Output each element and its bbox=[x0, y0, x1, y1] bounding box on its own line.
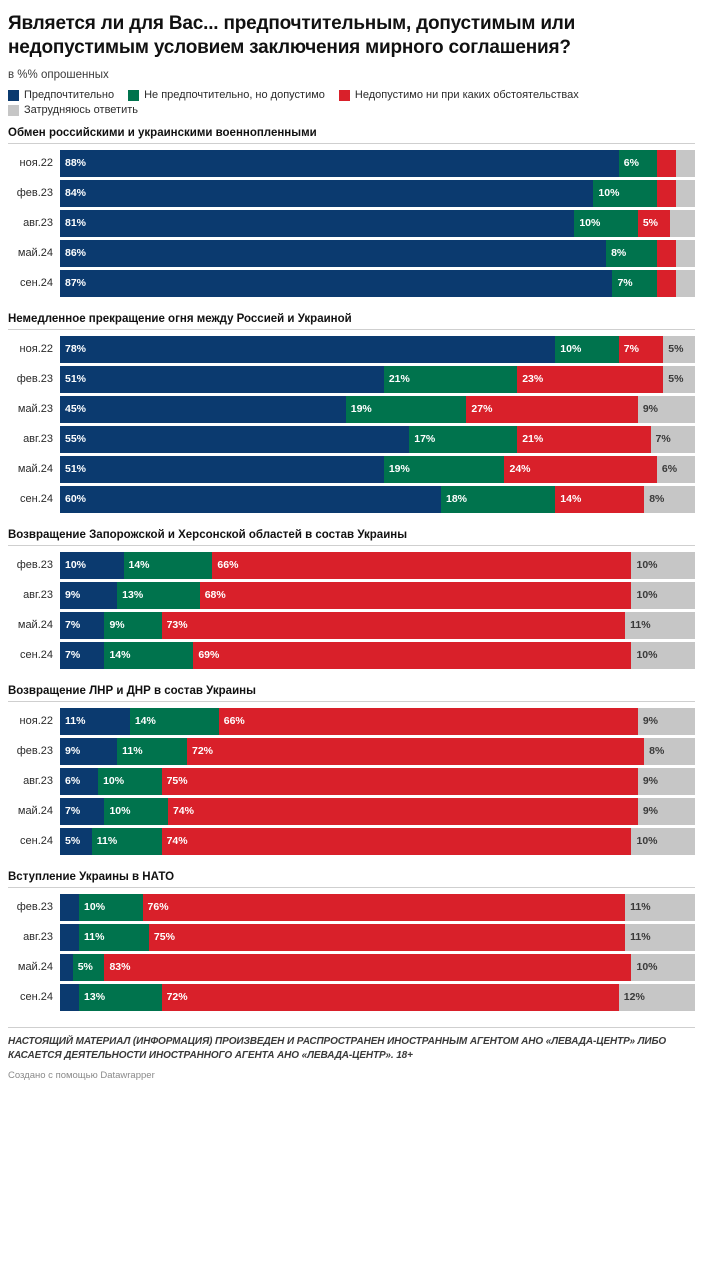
stacked-bar bbox=[60, 180, 695, 207]
chart-group-title: Немедленное прекращение огня между Россией и Украиной bbox=[8, 313, 695, 330]
bar-segment[interactable] bbox=[441, 486, 555, 513]
legend-item-label: Предпочтительно bbox=[24, 88, 115, 101]
bar-segment[interactable] bbox=[124, 552, 213, 579]
bar-segment[interactable] bbox=[60, 738, 117, 765]
bar-segment-value: 18% bbox=[446, 493, 468, 506]
bar-segment[interactable] bbox=[657, 456, 695, 483]
bar-segment-value: 68% bbox=[204, 589, 226, 602]
bar-segment-value: 76% bbox=[147, 901, 169, 914]
bar-segment[interactable] bbox=[60, 396, 346, 423]
bar-segment[interactable] bbox=[670, 210, 695, 237]
bar-segment[interactable] bbox=[638, 798, 695, 825]
bar-segment[interactable] bbox=[60, 798, 104, 825]
chart-row-label: сен.24 bbox=[20, 493, 53, 506]
legend-item-label: Недопустимо ни при каких обстоятельствах bbox=[354, 88, 579, 101]
bar-segment[interactable] bbox=[162, 612, 626, 639]
bar-segment[interactable] bbox=[517, 366, 663, 393]
bar-segment[interactable] bbox=[60, 954, 73, 981]
bar-segment-value: 23% bbox=[522, 373, 544, 386]
bar-segment[interactable] bbox=[130, 708, 219, 735]
chart-row bbox=[8, 984, 695, 1011]
bar-segment[interactable] bbox=[60, 828, 92, 855]
chart-row bbox=[8, 642, 695, 669]
chart-row-label: сен.24 bbox=[20, 991, 53, 1004]
bar-segment-value: 84% bbox=[65, 187, 87, 200]
bar-segment[interactable] bbox=[60, 486, 441, 513]
chart-row bbox=[8, 366, 695, 393]
chart-row bbox=[8, 270, 695, 297]
bar-segment[interactable] bbox=[625, 612, 695, 639]
bar-segment[interactable] bbox=[657, 150, 676, 177]
chart-row-label: май.24 bbox=[17, 805, 53, 818]
bar-segment-value: 10% bbox=[84, 901, 106, 914]
bar-segment-value: 10% bbox=[636, 835, 658, 848]
bar-segment-value: 11% bbox=[65, 715, 86, 728]
bar-segment[interactable] bbox=[606, 240, 657, 267]
chart-row-label: фев.23 bbox=[16, 901, 53, 914]
legend-item[interactable] bbox=[8, 90, 114, 101]
chart-row bbox=[8, 486, 695, 513]
stacked-bar bbox=[60, 552, 695, 579]
stacked-bar bbox=[60, 798, 695, 825]
chart-groups bbox=[8, 127, 695, 1011]
bar-segment[interactable] bbox=[162, 984, 619, 1011]
stacked-bar bbox=[60, 612, 695, 639]
chart-row-label: май.24 bbox=[17, 463, 53, 476]
bar-segment-value: 74% bbox=[166, 835, 188, 848]
bar-segment-value: 11% bbox=[630, 931, 651, 944]
bar-segment-value: 66% bbox=[223, 715, 245, 728]
bar-segment-value: 13% bbox=[122, 589, 144, 602]
bar-segment-value: 14% bbox=[109, 649, 131, 662]
chart-row-label: авг.23 bbox=[23, 775, 53, 788]
bar-segment-value: 75% bbox=[153, 931, 175, 944]
stacked-bar bbox=[60, 336, 695, 363]
bar-segment-value: 6% bbox=[65, 775, 81, 788]
bar-segment[interactable] bbox=[193, 642, 631, 669]
bar-segment-value: 11% bbox=[96, 835, 118, 848]
chart-group-title: Возвращение ЛНР и ДНР в состав Украины bbox=[8, 685, 695, 702]
stacked-bar bbox=[60, 984, 695, 1011]
bar-segment[interactable] bbox=[162, 828, 632, 855]
datawrapper-credit: Создано с помощью Datawrapper bbox=[8, 1070, 155, 1081]
stacked-bar bbox=[60, 954, 695, 981]
stacked-bar bbox=[60, 828, 695, 855]
bar-segment[interactable] bbox=[663, 336, 695, 363]
legend-swatch-icon bbox=[339, 90, 350, 101]
chart-row bbox=[8, 180, 695, 207]
bar-segment-value: 10% bbox=[636, 649, 658, 662]
chart-row-label: май.24 bbox=[17, 961, 53, 974]
bar-segment[interactable] bbox=[651, 426, 695, 453]
chart-row bbox=[8, 798, 695, 825]
bar-segment-value: 10% bbox=[65, 559, 87, 572]
bar-segment[interactable] bbox=[79, 984, 162, 1011]
bar-segment-value: 11% bbox=[122, 745, 143, 758]
bar-segment-value: 27% bbox=[471, 403, 493, 416]
chart-group bbox=[8, 127, 695, 297]
bar-segment[interactable] bbox=[60, 456, 384, 483]
bar-segment[interactable] bbox=[60, 150, 619, 177]
bar-segment[interactable] bbox=[60, 582, 117, 609]
bar-segment[interactable] bbox=[638, 708, 695, 735]
bar-segment-value: 14% bbox=[560, 493, 582, 506]
bar-segment[interactable] bbox=[619, 150, 657, 177]
chart-row-label: ноя.22 bbox=[19, 343, 53, 356]
stacked-bar bbox=[60, 150, 695, 177]
chart-row bbox=[8, 894, 695, 921]
chart-group-title: Вступление Украины в НАТО bbox=[8, 871, 695, 888]
bar-segment[interactable] bbox=[98, 768, 162, 795]
bar-segment[interactable] bbox=[60, 708, 130, 735]
bar-segment[interactable] bbox=[619, 336, 663, 363]
bar-segment[interactable] bbox=[60, 336, 555, 363]
legend-item-label: Затрудняюсь ответить bbox=[24, 103, 139, 116]
chart-row-label: авг.23 bbox=[23, 217, 53, 230]
bar-segment[interactable] bbox=[200, 582, 632, 609]
chart-row bbox=[8, 582, 695, 609]
bar-segment-value: 74% bbox=[172, 805, 194, 818]
stacked-bar bbox=[60, 456, 695, 483]
bar-segment-value: 11% bbox=[84, 931, 105, 944]
bar-segment-value: 11% bbox=[630, 619, 651, 632]
chart-row bbox=[8, 240, 695, 267]
bar-segment[interactable] bbox=[555, 336, 619, 363]
bar-segment[interactable] bbox=[149, 924, 625, 951]
bar-segment-value: 72% bbox=[166, 991, 188, 1004]
bar-segment-value: 7% bbox=[655, 433, 671, 446]
bar-segment[interactable] bbox=[657, 180, 676, 207]
bar-segment[interactable] bbox=[60, 984, 79, 1011]
stacked-bar bbox=[60, 210, 695, 237]
bar-segment[interactable] bbox=[619, 984, 695, 1011]
bar-segment[interactable] bbox=[162, 768, 638, 795]
chart-row bbox=[8, 150, 695, 177]
legend-item[interactable] bbox=[8, 105, 138, 116]
bar-segment[interactable] bbox=[384, 456, 505, 483]
bar-segment-value: 8% bbox=[649, 745, 665, 758]
bar-segment-value: 7% bbox=[617, 277, 633, 290]
chart-row bbox=[8, 552, 695, 579]
chart-row-label: фев.23 bbox=[16, 745, 53, 758]
bar-segment-value: 5% bbox=[642, 217, 659, 230]
bar-segment-value: 7% bbox=[623, 343, 639, 356]
bar-segment[interactable] bbox=[60, 552, 124, 579]
chart-row bbox=[8, 612, 695, 639]
stacked-bar bbox=[60, 240, 695, 267]
bar-segment[interactable] bbox=[60, 894, 79, 921]
chart-row-label: авг.23 bbox=[23, 931, 53, 944]
bar-segment[interactable] bbox=[60, 612, 104, 639]
chart-row bbox=[8, 924, 695, 951]
chart-row-label: ноя.22 bbox=[19, 157, 53, 170]
stacked-bar bbox=[60, 486, 695, 513]
bar-segment[interactable] bbox=[104, 954, 631, 981]
bar-segment[interactable] bbox=[384, 366, 517, 393]
bar-segment[interactable] bbox=[168, 798, 638, 825]
bar-segment-value: 21% bbox=[522, 433, 544, 446]
bar-segment-value: 9% bbox=[642, 715, 659, 728]
chart-row-label: фев.23 bbox=[16, 187, 53, 200]
chart-row-label: сен.24 bbox=[20, 277, 53, 290]
bar-segment-value: 88% bbox=[65, 157, 87, 170]
bar-segment[interactable] bbox=[631, 582, 695, 609]
bar-segment[interactable] bbox=[644, 738, 695, 765]
chart-row bbox=[8, 954, 695, 981]
bar-segment-value: 19% bbox=[350, 403, 372, 416]
bar-segment-value: 86% bbox=[65, 247, 87, 260]
bar-segment-value: 8% bbox=[611, 247, 627, 260]
bar-segment-value: 21% bbox=[388, 373, 410, 386]
chart-row bbox=[8, 768, 695, 795]
bar-segment[interactable] bbox=[60, 240, 606, 267]
bar-segment[interactable] bbox=[631, 552, 695, 579]
bar-segment-value: 13% bbox=[84, 991, 106, 1004]
chart-row bbox=[8, 828, 695, 855]
bar-segment-value: 5% bbox=[77, 961, 93, 974]
bar-segment-value: 10% bbox=[579, 217, 601, 230]
bar-segment[interactable] bbox=[73, 954, 105, 981]
bar-segment-value: 87% bbox=[65, 277, 87, 290]
bar-segment[interactable] bbox=[676, 270, 695, 297]
bar-segment-value: 9% bbox=[642, 775, 659, 788]
bar-segment-value: 24% bbox=[509, 463, 531, 476]
bar-segment-value: 14% bbox=[128, 559, 150, 572]
stacked-bar bbox=[60, 924, 695, 951]
bar-segment[interactable] bbox=[60, 270, 612, 297]
bar-segment[interactable] bbox=[60, 924, 79, 951]
bar-segment[interactable] bbox=[625, 894, 695, 921]
bar-segment[interactable] bbox=[60, 642, 104, 669]
bar-segment[interactable] bbox=[104, 798, 168, 825]
stacked-bar bbox=[60, 738, 695, 765]
chart-group bbox=[8, 529, 695, 669]
bar-segment-value: 9% bbox=[65, 745, 81, 758]
stacked-bar bbox=[60, 642, 695, 669]
bar-segment[interactable] bbox=[79, 894, 143, 921]
chart-group-title: Обмен российскими и украинскими военнопленными bbox=[8, 127, 695, 144]
bar-segment-value: 9% bbox=[109, 619, 125, 632]
chart-row-label: май.23 bbox=[17, 403, 53, 416]
bar-segment-value: 75% bbox=[166, 775, 188, 788]
bar-segment[interactable] bbox=[644, 486, 695, 513]
bar-segment-value: 10% bbox=[636, 559, 658, 572]
bar-segment[interactable] bbox=[504, 456, 656, 483]
chart-group bbox=[8, 313, 695, 513]
bar-segment-value: 73% bbox=[166, 619, 188, 632]
bar-segment-value: 78% bbox=[65, 343, 87, 356]
bar-segment-value: 10% bbox=[103, 775, 125, 788]
bar-segment-value: 60% bbox=[65, 493, 87, 506]
chart-group bbox=[8, 871, 695, 1011]
bar-segment-value: 10% bbox=[109, 805, 131, 818]
bar-segment[interactable] bbox=[593, 180, 657, 207]
bar-segment-value: 72% bbox=[191, 745, 213, 758]
bar-segment[interactable] bbox=[574, 210, 638, 237]
bar-segment-value: 8% bbox=[649, 493, 665, 506]
stacked-bar bbox=[60, 426, 695, 453]
bar-segment-value: 5% bbox=[65, 835, 81, 848]
bar-segment[interactable] bbox=[117, 738, 187, 765]
chart-legend bbox=[8, 90, 695, 116]
chart-row-label: фев.23 bbox=[16, 373, 53, 386]
legend-item-label: Не предпочтительно, но допустимо bbox=[144, 88, 325, 101]
bar-segment[interactable] bbox=[663, 366, 695, 393]
chart-row-label: авг.23 bbox=[23, 589, 53, 602]
legal-disclaimer: НАСТОЯЩИЙ МАТЕРИАЛ (ИНФОРМАЦИЯ) ПРОИЗВЕДЕН И РАСПРОСТРАНЕН ИНОСТРАННЫМ АГЕНТОМ АНО «ЛЕВАДА-ЦЕНТР» ЛИБО КАСАЕТСЯ ДЕЯТЕЛЬНОСТИ ИНОСТРАННОГО АГЕНТА АНО «ЛЕВАДА-ЦЕНТР». 18+ bbox=[8, 1035, 666, 1061]
bar-segment[interactable] bbox=[657, 240, 676, 267]
bar-segment-value: 69% bbox=[198, 649, 220, 662]
bar-segment[interactable] bbox=[409, 426, 517, 453]
bar-segment[interactable] bbox=[676, 240, 695, 267]
bar-segment[interactable] bbox=[466, 396, 637, 423]
bar-segment-value: 10% bbox=[560, 343, 582, 356]
chart-group bbox=[8, 685, 695, 855]
bar-segment[interactable] bbox=[60, 366, 384, 393]
bar-segment-value: 19% bbox=[388, 463, 410, 476]
chart-row-label: май.24 bbox=[17, 619, 53, 632]
bar-segment[interactable] bbox=[631, 954, 695, 981]
bar-segment-value: 55% bbox=[65, 433, 87, 446]
bar-segment[interactable] bbox=[346, 396, 467, 423]
chart-row-label: май.24 bbox=[17, 247, 53, 260]
chart-row bbox=[8, 708, 695, 735]
bar-segment-value: 5% bbox=[668, 343, 684, 356]
chart-row bbox=[8, 456, 695, 483]
bar-segment[interactable] bbox=[212, 552, 631, 579]
bar-segment[interactable] bbox=[187, 738, 644, 765]
bar-segment-value: 51% bbox=[65, 463, 87, 476]
bar-segment[interactable] bbox=[625, 924, 695, 951]
bar-segment[interactable] bbox=[631, 642, 695, 669]
bar-segment-value: 5% bbox=[668, 373, 684, 386]
stacked-bar bbox=[60, 894, 695, 921]
chart-footer bbox=[8, 1027, 695, 1081]
bar-segment-value: 10% bbox=[598, 187, 620, 200]
bar-segment[interactable] bbox=[60, 210, 574, 237]
chart-row-label: фев.23 bbox=[16, 559, 53, 572]
bar-segment-value: 83% bbox=[109, 961, 131, 974]
bar-segment-value: 6% bbox=[623, 157, 639, 170]
bar-segment[interactable] bbox=[638, 210, 670, 237]
bar-segment[interactable] bbox=[657, 270, 676, 297]
bar-segment[interactable] bbox=[60, 180, 593, 207]
bar-segment[interactable] bbox=[60, 426, 409, 453]
bar-segment-value: 10% bbox=[636, 961, 658, 974]
stacked-bar bbox=[60, 768, 695, 795]
bar-segment-value: 81% bbox=[65, 217, 87, 230]
stacked-bar bbox=[60, 270, 695, 297]
chart-row-label: сен.24 bbox=[20, 835, 53, 848]
legend-item[interactable] bbox=[339, 90, 579, 101]
stacked-bar bbox=[60, 396, 695, 423]
bar-segment[interactable] bbox=[104, 642, 193, 669]
bar-segment-value: 66% bbox=[217, 559, 239, 572]
bar-segment[interactable] bbox=[517, 426, 650, 453]
stacked-bar bbox=[60, 366, 695, 393]
chart-row bbox=[8, 396, 695, 423]
bar-segment-value: 12% bbox=[623, 991, 645, 1004]
bar-segment-value: 7% bbox=[65, 805, 81, 818]
bar-segment[interactable] bbox=[612, 270, 656, 297]
bar-segment-value: 9% bbox=[642, 805, 659, 818]
bar-segment[interactable] bbox=[219, 708, 638, 735]
bar-segment-value: 9% bbox=[642, 403, 659, 416]
stacked-bar bbox=[60, 582, 695, 609]
chart-subtitle: в %% опрошенных bbox=[8, 68, 109, 81]
chart-row-label: авг.23 bbox=[23, 433, 53, 446]
chart-row bbox=[8, 738, 695, 765]
bar-segment-value: 6% bbox=[661, 463, 678, 476]
page-title: Является ли для Вас... предпочтительным, допустимым или недопустимым условием заключения мирного соглашения? bbox=[8, 13, 576, 59]
bar-segment[interactable] bbox=[60, 768, 98, 795]
bar-segment-value: 9% bbox=[65, 589, 81, 602]
chart-row bbox=[8, 210, 695, 237]
bar-segment[interactable] bbox=[676, 150, 695, 177]
legend-item[interactable] bbox=[128, 90, 325, 101]
chart-group-title: Возвращение Запорожской и Херсонской областей в состав Украины bbox=[8, 529, 695, 546]
bar-segment[interactable] bbox=[638, 396, 695, 423]
bar-segment[interactable] bbox=[104, 612, 161, 639]
legend-swatch-icon bbox=[128, 90, 139, 101]
bar-segment[interactable] bbox=[631, 828, 695, 855]
stacked-bar bbox=[60, 708, 695, 735]
chart-row bbox=[8, 336, 695, 363]
chart-row-label: сен.24 bbox=[20, 649, 53, 662]
bar-segment[interactable] bbox=[143, 894, 626, 921]
bar-segment-value: 7% bbox=[65, 619, 81, 632]
chart-row-label: ноя.22 bbox=[19, 715, 53, 728]
bar-segment-value: 11% bbox=[630, 901, 651, 914]
bar-segment-value: 51% bbox=[65, 373, 87, 386]
bar-segment[interactable] bbox=[117, 582, 200, 609]
bar-segment-value: 10% bbox=[636, 589, 658, 602]
bar-segment-value: 45% bbox=[65, 403, 87, 416]
bar-segment[interactable] bbox=[676, 180, 695, 207]
legend-swatch-icon bbox=[8, 90, 19, 101]
chart-row bbox=[8, 426, 695, 453]
bar-segment[interactable] bbox=[92, 828, 162, 855]
bar-segment-value: 17% bbox=[414, 433, 436, 446]
bar-segment-value: 7% bbox=[65, 649, 81, 662]
legend-swatch-icon bbox=[8, 105, 19, 116]
bar-segment[interactable] bbox=[638, 768, 695, 795]
bar-segment[interactable] bbox=[79, 924, 149, 951]
bar-segment[interactable] bbox=[555, 486, 644, 513]
bar-segment-value: 14% bbox=[134, 715, 156, 728]
